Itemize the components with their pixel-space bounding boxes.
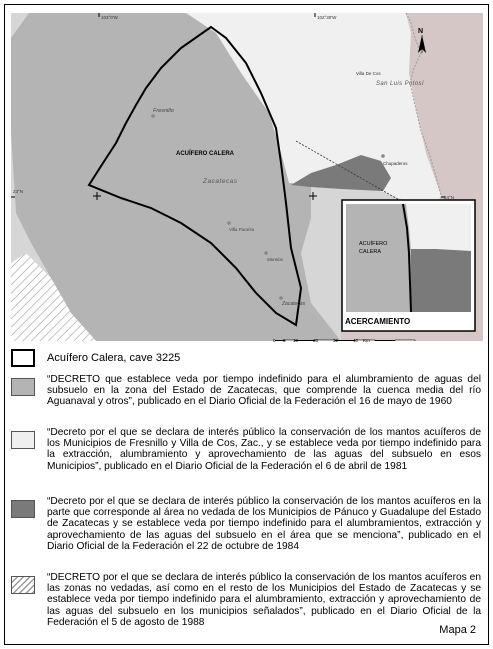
label-zacatecas-state: Zacatecas — [203, 178, 238, 185]
scale-tick-2: 10 — [293, 338, 299, 343]
legend-swatch-outline — [11, 349, 35, 367]
legend-swatch-1984 — [11, 500, 35, 518]
inset-label-line-2: CALERA — [359, 249, 382, 255]
lat-tick-2: 23°N — [13, 189, 24, 194]
legend-text-1984: “Decreto por el que se declara de interés público la conservación de los mantos acuíferos en la parte que corresponde al área no vedada de los Municipios de Pánuco y Guadalupe del Estado de Zacatecas y se establece veda por tiempo indefinido para el alumbramientos, extracción y aprovechamiento de las aguas del subsuelo en el área que se menciona”, publicado en el Diario Oficial de la Federación el 22 de octubre de 1984 — [47, 496, 481, 552]
legend-swatch-1981 — [11, 431, 35, 449]
scale-labels — [5, 338, 488, 346]
inset-label-line-1: ACUÍFERO — [359, 241, 388, 247]
label-morelos: Morelos — [267, 257, 284, 262]
lat-tick-1: 24°N — [444, 195, 455, 200]
scale-unit: Km — [363, 338, 370, 343]
scale-tick-4: 30 — [333, 338, 339, 343]
legend-text-1960: “DECRETO que establece veda por tiempo indefinido para el alumbramiento de aguas del subsuelo en la zona del Estado de Zacatecas, que comprende la cuenca media del río Aguanaval y otros”, publicado en el Diario Oficial de la Federación el 16 de mayo de 1960 — [47, 374, 481, 408]
scale-tick-5: 40 — [353, 338, 359, 343]
scale-tick-0: 0 — [273, 338, 276, 343]
label-villa-paraiso: Villa Paraíso — [229, 227, 255, 232]
label-chupaderos: Chupaderos — [383, 161, 408, 166]
label-villa-de-cos: Villa De Cos — [356, 71, 381, 76]
legend-text-1988: “DECRETO por el que se declara de interés público la conservación de los mantos acuíferos en las zonas no vedadas, así como en el resto de los Municipios del Estado de Zacatecas y se establece veda por tiempo indefinido para el alumbramiento, extracción y aprovechamiento de las aguas del subsuelo en los municipios señalados”, publicado en el Diario Oficial de la Federación el 5 de agosto de 1988 — [47, 572, 481, 628]
legend-text-aquifer: Acuífero Calera, cave 3225 — [47, 352, 181, 364]
legend-swatch-1988 — [11, 576, 35, 594]
label-san-luis-potosi: San Luis Potosí — [376, 81, 425, 87]
label-fresnillo: Fresnillo — [153, 108, 174, 114]
zoom-inset — [342, 200, 475, 331]
lon-tick-1: 103°0'W — [101, 15, 118, 20]
map — [11, 13, 483, 341]
inset-title: ACERCAMIENTO — [345, 317, 411, 326]
lon-tick-2: 102°30'W — [317, 15, 337, 20]
legend-text-1981: “Decreto por el que se declara de interés público la conservación de los mantos acuíferos de los Municipios de Fresnillo y Villa de Cos, Zac., y se establece veda por tiempo indefinido para la extracción, alumbramiento y aprovechamiento de las aguas del subsuelo en esos Municipios”, publicado en el Diario Oficial de la Federación el 6 de abril de 1981 — [47, 427, 481, 472]
label-aquifer: ACUÍFERO CALERA — [176, 151, 234, 157]
north-label: N — [418, 28, 424, 35]
scale-tick-1: 5 — [283, 338, 286, 343]
figure-frame — [4, 4, 489, 645]
legend-swatch-1960 — [11, 378, 35, 396]
label-zacatecas-city: Zacatecas — [282, 301, 306, 307]
map-number: Mapa 2 — [439, 624, 476, 636]
scale-tick-3: 20 — [313, 338, 319, 343]
